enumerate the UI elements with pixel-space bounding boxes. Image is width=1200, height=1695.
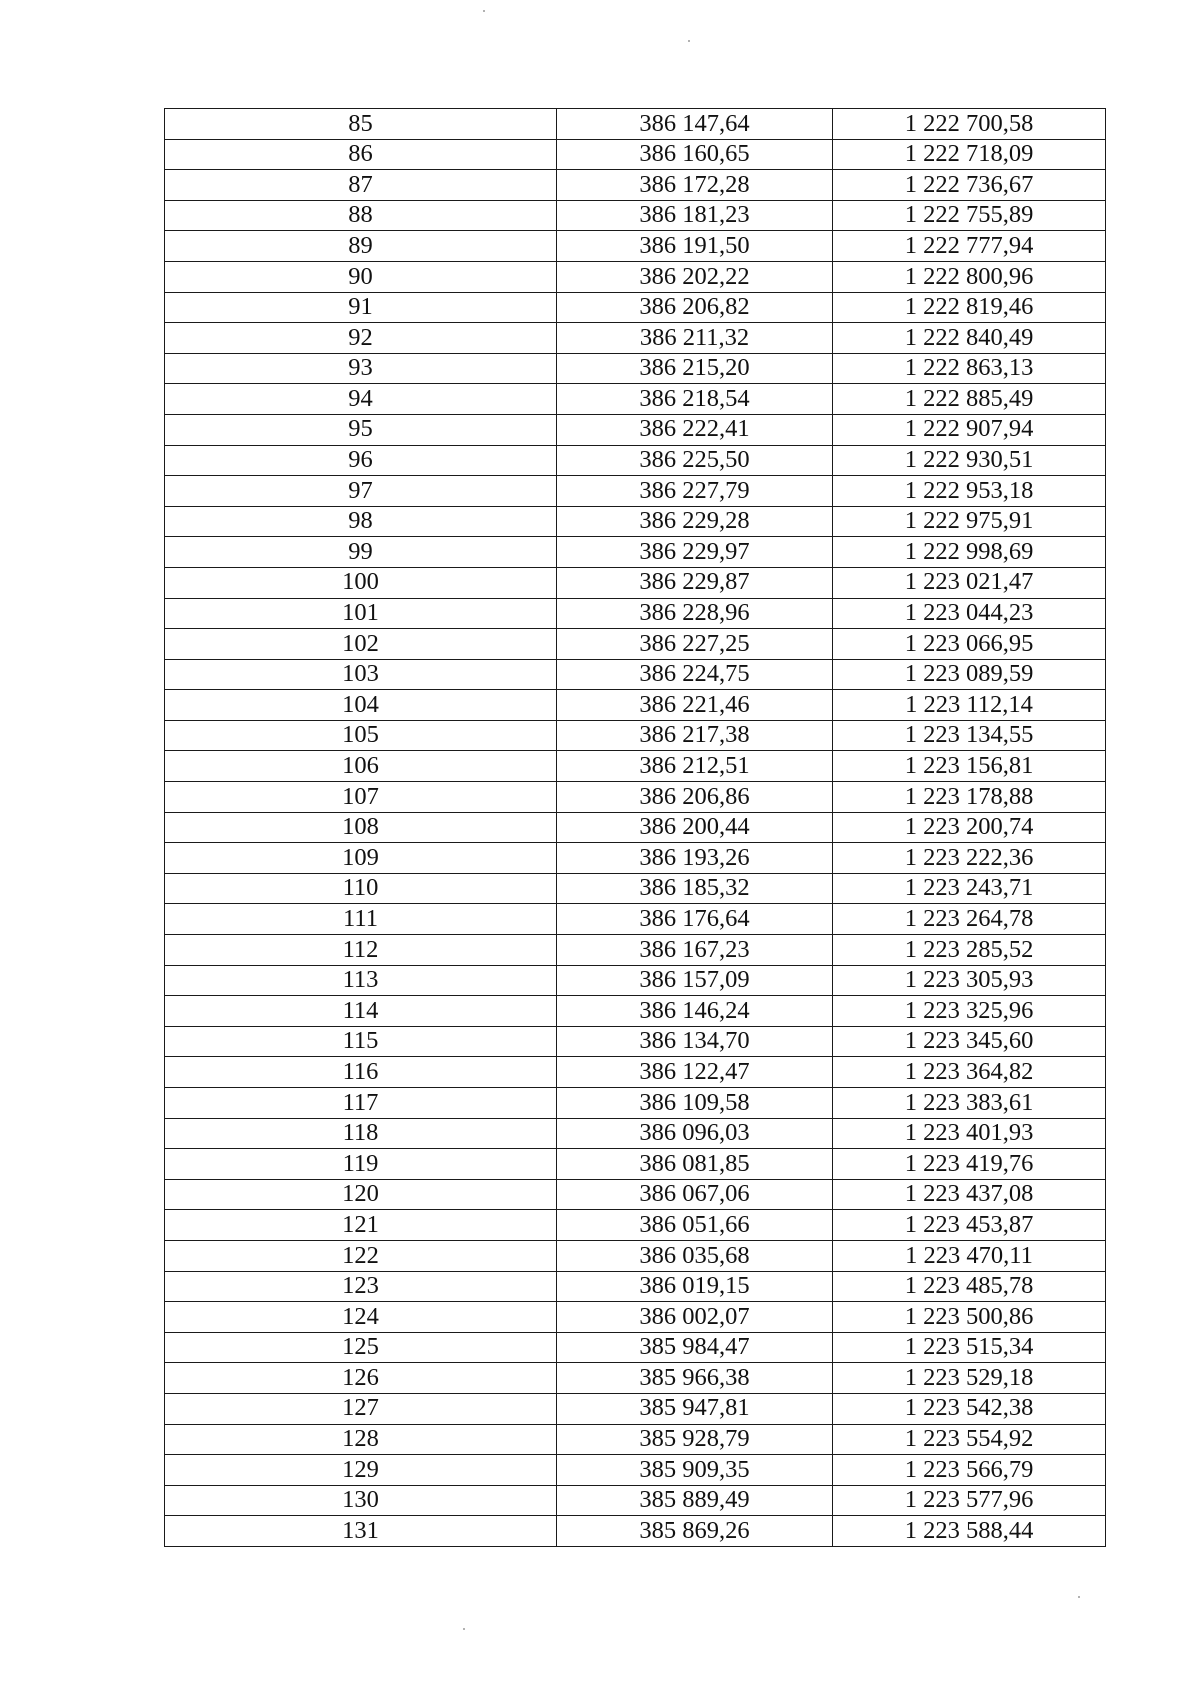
table-row [165, 1332, 1106, 1363]
table-row [165, 109, 1106, 140]
y-coordinate-cell: 1 223 437,08 [833, 1179, 1106, 1210]
point-number-cell: 90 [165, 261, 557, 292]
y-coordinate-cell: 1 222 975,91 [833, 506, 1106, 537]
table-row [165, 629, 1106, 660]
x-coordinate-cell: 386 206,86 [557, 782, 833, 813]
table-row [165, 1302, 1106, 1333]
y-coordinate-cell: 1 223 588,44 [833, 1516, 1106, 1547]
table-row [165, 935, 1106, 966]
point-number-cell: 112 [165, 935, 557, 966]
point-number-cell: 120 [165, 1179, 557, 1210]
table-row [165, 1393, 1106, 1424]
scan-speck [1078, 1596, 1080, 1598]
table-row [165, 1057, 1106, 1088]
point-number-cell: 102 [165, 629, 557, 660]
table-row [165, 1485, 1106, 1516]
point-number-cell: 107 [165, 782, 557, 813]
x-coordinate-cell: 386 229,28 [557, 506, 833, 537]
y-coordinate-cell: 1 222 885,49 [833, 384, 1106, 415]
table-row [165, 414, 1106, 445]
point-number-cell: 116 [165, 1057, 557, 1088]
y-coordinate-cell: 1 222 907,94 [833, 414, 1106, 445]
scan-speck [688, 40, 690, 42]
y-coordinate-cell: 1 223 044,23 [833, 598, 1106, 629]
x-coordinate-cell: 385 947,81 [557, 1393, 833, 1424]
x-coordinate-cell: 386 211,32 [557, 323, 833, 354]
x-coordinate-cell: 386 217,38 [557, 720, 833, 751]
x-coordinate-cell: 386 146,24 [557, 996, 833, 1027]
y-coordinate-cell: 1 223 089,59 [833, 659, 1106, 690]
y-coordinate-cell: 1 222 777,94 [833, 231, 1106, 262]
x-coordinate-cell: 386 185,32 [557, 873, 833, 904]
x-coordinate-cell: 385 928,79 [557, 1424, 833, 1455]
x-coordinate-cell: 386 157,09 [557, 965, 833, 996]
x-coordinate-cell: 386 227,79 [557, 476, 833, 507]
x-coordinate-cell: 386 134,70 [557, 1026, 833, 1057]
table-row [165, 720, 1106, 751]
y-coordinate-cell: 1 223 066,95 [833, 629, 1106, 660]
y-coordinate-cell: 1 223 364,82 [833, 1057, 1106, 1088]
point-number-cell: 119 [165, 1149, 557, 1180]
x-coordinate-cell: 386 035,68 [557, 1240, 833, 1271]
table-row [165, 200, 1106, 231]
point-number-cell: 87 [165, 170, 557, 201]
x-coordinate-cell: 386 206,82 [557, 292, 833, 323]
y-coordinate-cell: 1 223 305,93 [833, 965, 1106, 996]
table-row [165, 1026, 1106, 1057]
x-coordinate-cell: 386 191,50 [557, 231, 833, 262]
point-number-cell: 88 [165, 200, 557, 231]
y-coordinate-cell: 1 223 566,79 [833, 1455, 1106, 1486]
table-row [165, 1455, 1106, 1486]
point-number-cell: 111 [165, 904, 557, 935]
point-number-cell: 123 [165, 1271, 557, 1302]
y-coordinate-cell: 1 223 325,96 [833, 996, 1106, 1027]
x-coordinate-cell: 386 218,54 [557, 384, 833, 415]
y-coordinate-cell: 1 223 554,92 [833, 1424, 1106, 1455]
x-coordinate-cell: 385 869,26 [557, 1516, 833, 1547]
x-coordinate-cell: 386 228,96 [557, 598, 833, 629]
x-coordinate-cell: 386 221,46 [557, 690, 833, 721]
table-row [165, 843, 1106, 874]
point-number-cell: 104 [165, 690, 557, 721]
x-coordinate-cell: 386 200,44 [557, 812, 833, 843]
y-coordinate-cell: 1 223 485,78 [833, 1271, 1106, 1302]
table-row [165, 384, 1106, 415]
y-coordinate-cell: 1 223 285,52 [833, 935, 1106, 966]
x-coordinate-cell: 386 176,64 [557, 904, 833, 935]
table-row [165, 1271, 1106, 1302]
x-coordinate-cell: 386 215,20 [557, 353, 833, 384]
point-number-cell: 118 [165, 1118, 557, 1149]
point-number-cell: 131 [165, 1516, 557, 1547]
scan-speck [463, 1628, 465, 1630]
x-coordinate-cell: 386 225,50 [557, 445, 833, 476]
y-coordinate-cell: 1 222 840,49 [833, 323, 1106, 354]
x-coordinate-cell: 386 002,07 [557, 1302, 833, 1333]
x-coordinate-cell: 386 167,23 [557, 935, 833, 966]
table-row [165, 751, 1106, 782]
point-number-cell: 127 [165, 1393, 557, 1424]
table-row [165, 1424, 1106, 1455]
x-coordinate-cell: 386 172,28 [557, 170, 833, 201]
table-row [165, 965, 1106, 996]
table-row [165, 1363, 1106, 1394]
coordinates-table-body [165, 109, 1106, 1547]
table-row [165, 782, 1106, 813]
table-row [165, 598, 1106, 629]
point-number-cell: 110 [165, 873, 557, 904]
y-coordinate-cell: 1 223 112,14 [833, 690, 1106, 721]
table-row [165, 139, 1106, 170]
point-number-cell: 98 [165, 506, 557, 537]
y-coordinate-cell: 1 222 800,96 [833, 261, 1106, 292]
table-row [165, 445, 1106, 476]
point-number-cell: 121 [165, 1210, 557, 1241]
x-coordinate-cell: 386 160,65 [557, 139, 833, 170]
y-coordinate-cell: 1 222 953,18 [833, 476, 1106, 507]
x-coordinate-cell: 386 096,03 [557, 1118, 833, 1149]
table-row [165, 567, 1106, 598]
point-number-cell: 96 [165, 445, 557, 476]
y-coordinate-cell: 1 223 134,55 [833, 720, 1106, 751]
table-row [165, 690, 1106, 721]
point-number-cell: 115 [165, 1026, 557, 1057]
point-number-cell: 92 [165, 323, 557, 354]
point-number-cell: 124 [165, 1302, 557, 1333]
x-coordinate-cell: 386 212,51 [557, 751, 833, 782]
x-coordinate-cell: 385 966,38 [557, 1363, 833, 1394]
y-coordinate-cell: 1 222 718,09 [833, 139, 1106, 170]
table-row [165, 904, 1106, 935]
y-coordinate-cell: 1 223 345,60 [833, 1026, 1106, 1057]
y-coordinate-cell: 1 223 222,36 [833, 843, 1106, 874]
y-coordinate-cell: 1 223 178,88 [833, 782, 1106, 813]
point-number-cell: 86 [165, 139, 557, 170]
y-coordinate-cell: 1 223 500,86 [833, 1302, 1106, 1333]
x-coordinate-cell: 386 229,97 [557, 537, 833, 568]
point-number-cell: 125 [165, 1332, 557, 1363]
y-coordinate-cell: 1 223 515,34 [833, 1332, 1106, 1363]
table-row [165, 1149, 1106, 1180]
point-number-cell: 99 [165, 537, 557, 568]
scan-speck [483, 10, 485, 12]
x-coordinate-cell: 386 227,25 [557, 629, 833, 660]
coordinates-table [164, 108, 1106, 1547]
point-number-cell: 100 [165, 567, 557, 598]
point-number-cell: 108 [165, 812, 557, 843]
point-number-cell: 101 [165, 598, 557, 629]
x-coordinate-cell: 386 202,22 [557, 261, 833, 292]
point-number-cell: 105 [165, 720, 557, 751]
y-coordinate-cell: 1 223 542,38 [833, 1393, 1106, 1424]
point-number-cell: 109 [165, 843, 557, 874]
y-coordinate-cell: 1 222 998,69 [833, 537, 1106, 568]
y-coordinate-cell: 1 223 453,87 [833, 1210, 1106, 1241]
x-coordinate-cell: 386 109,58 [557, 1088, 833, 1119]
point-number-cell: 117 [165, 1088, 557, 1119]
table-row [165, 323, 1106, 354]
point-number-cell: 97 [165, 476, 557, 507]
y-coordinate-cell: 1 222 755,89 [833, 200, 1106, 231]
x-coordinate-cell: 386 181,23 [557, 200, 833, 231]
point-number-cell: 114 [165, 996, 557, 1027]
table-row [165, 292, 1106, 323]
point-number-cell: 93 [165, 353, 557, 384]
table-row [165, 506, 1106, 537]
x-coordinate-cell: 386 122,47 [557, 1057, 833, 1088]
x-coordinate-cell: 385 889,49 [557, 1485, 833, 1516]
y-coordinate-cell: 1 222 700,58 [833, 109, 1106, 140]
y-coordinate-cell: 1 222 736,67 [833, 170, 1106, 201]
x-coordinate-cell: 386 019,15 [557, 1271, 833, 1302]
y-coordinate-cell: 1 222 863,13 [833, 353, 1106, 384]
table-row [165, 261, 1106, 292]
point-number-cell: 122 [165, 1240, 557, 1271]
y-coordinate-cell: 1 223 383,61 [833, 1088, 1106, 1119]
x-coordinate-cell: 386 229,87 [557, 567, 833, 598]
y-coordinate-cell: 1 223 200,74 [833, 812, 1106, 843]
x-coordinate-cell: 385 984,47 [557, 1332, 833, 1363]
table-row [165, 659, 1106, 690]
table-row [165, 1118, 1106, 1149]
point-number-cell: 128 [165, 1424, 557, 1455]
y-coordinate-cell: 1 222 819,46 [833, 292, 1106, 323]
table-row [165, 353, 1106, 384]
x-coordinate-cell: 386 081,85 [557, 1149, 833, 1180]
point-number-cell: 113 [165, 965, 557, 996]
table-row [165, 812, 1106, 843]
x-coordinate-cell: 385 909,35 [557, 1455, 833, 1486]
table-row [165, 1210, 1106, 1241]
x-coordinate-cell: 386 147,64 [557, 109, 833, 140]
point-number-cell: 89 [165, 231, 557, 262]
x-coordinate-cell: 386 051,66 [557, 1210, 833, 1241]
y-coordinate-cell: 1 223 243,71 [833, 873, 1106, 904]
table-row [165, 537, 1106, 568]
point-number-cell: 94 [165, 384, 557, 415]
point-number-cell: 106 [165, 751, 557, 782]
x-coordinate-cell: 386 222,41 [557, 414, 833, 445]
table-row [165, 1516, 1106, 1547]
y-coordinate-cell: 1 223 401,93 [833, 1118, 1106, 1149]
x-coordinate-cell: 386 067,06 [557, 1179, 833, 1210]
table-row [165, 170, 1106, 201]
y-coordinate-cell: 1 222 930,51 [833, 445, 1106, 476]
point-number-cell: 91 [165, 292, 557, 323]
point-number-cell: 126 [165, 1363, 557, 1394]
point-number-cell: 95 [165, 414, 557, 445]
y-coordinate-cell: 1 223 021,47 [833, 567, 1106, 598]
y-coordinate-cell: 1 223 156,81 [833, 751, 1106, 782]
point-number-cell: 129 [165, 1455, 557, 1486]
y-coordinate-cell: 1 223 419,76 [833, 1149, 1106, 1180]
point-number-cell: 130 [165, 1485, 557, 1516]
x-coordinate-cell: 386 224,75 [557, 659, 833, 690]
point-number-cell: 85 [165, 109, 557, 140]
table-row [165, 231, 1106, 262]
table-row [165, 476, 1106, 507]
y-coordinate-cell: 1 223 577,96 [833, 1485, 1106, 1516]
table-row [165, 1179, 1106, 1210]
table-row [165, 1088, 1106, 1119]
y-coordinate-cell: 1 223 264,78 [833, 904, 1106, 935]
table-row [165, 1240, 1106, 1271]
table-row [165, 873, 1106, 904]
x-coordinate-cell: 386 193,26 [557, 843, 833, 874]
y-coordinate-cell: 1 223 470,11 [833, 1240, 1106, 1271]
table-row [165, 996, 1106, 1027]
y-coordinate-cell: 1 223 529,18 [833, 1363, 1106, 1394]
point-number-cell: 103 [165, 659, 557, 690]
